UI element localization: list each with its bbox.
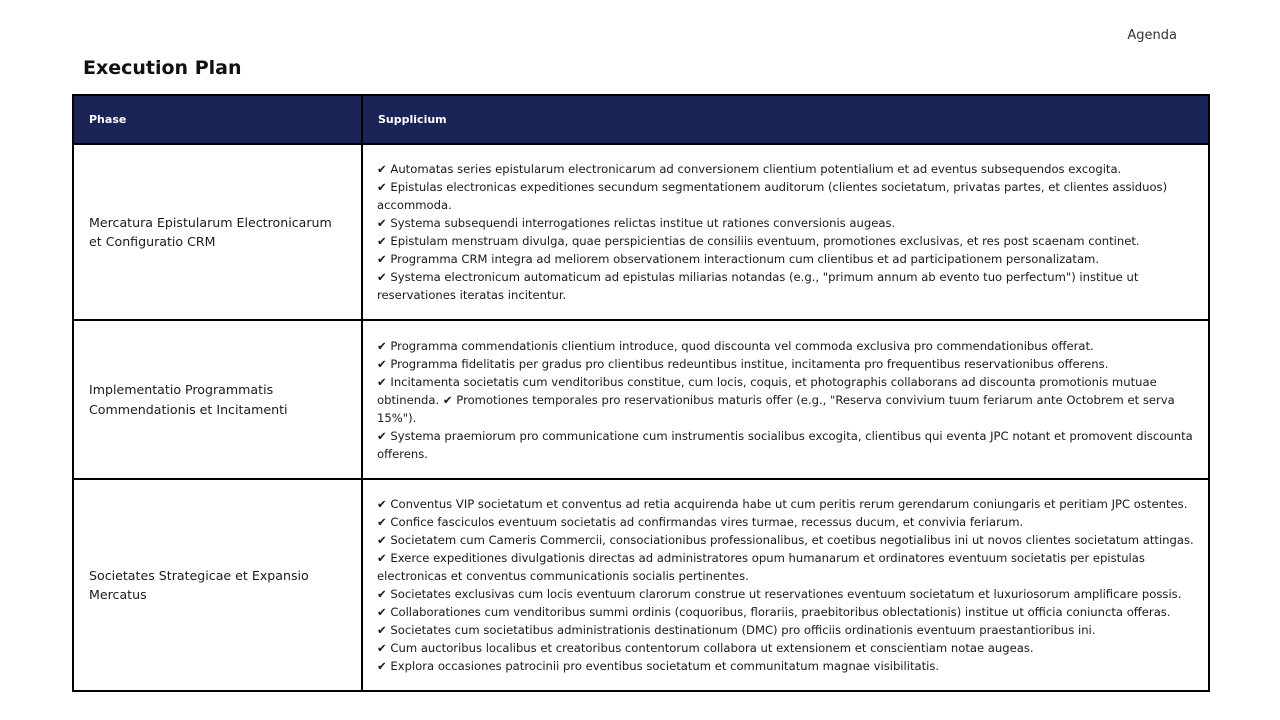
table-body (73, 144, 1209, 691)
execution-plan-table (72, 94, 1210, 692)
table-row (73, 320, 1209, 479)
table-row (73, 479, 1209, 691)
agenda-label: Agenda (1127, 28, 1177, 43)
table-header-row (73, 95, 1209, 144)
supplicium-cell: ✔ Conventus VIP societatum et conventus ad retia acquirenda habe ut cum peritis rerum gerendarum coniungaris et peritiam JPC ostentes. ✔ Confice fasciculos eventuum societatis ad confirmandas vires turmae, recessus ducum, et convivia feriarum. ✔ Societatem cum Cameris Commercii, consociationibus professionalibus, et coetibus negotialibus ini ut novos clientes societatum attingas. ✔ Exerce expeditiones divulgationis directas ad administratores opum humanarum et ordinatores eventuum societatis per epistulas electronicas et conventus communicationis socialis pertinentes. ✔ Societates exclusivas cum locis eventuum clarorum construe ut reservationes eventuum societatum et luxuriosorum amplificare possis. ✔ Collaborationes cum venditoribus summi ordinis (coquoribus, florariis, praebitoribus oblectationis) institue ut officia coniuncta offeras. ✔ Societates cum societatibus administrationis destinationum (DMC) pro officiis ordinationis eventuum praestantioribus ini. ✔ Cum auctoribus localibus et creatoribus contentorum collabora ut extensionem et conscientiam notae augeas. ✔ Explora occasiones patrocinii pro eventibus societatum et communitatum magnae visibilitatis. (362, 479, 1209, 691)
page-title: Execution Plan (83, 57, 242, 79)
table-header (73, 95, 1209, 144)
column-header-phase: Phase (73, 95, 362, 144)
phase-cell: Societates Strategicae et Expansio Mercatus (73, 479, 362, 691)
phase-cell: Implementatio Programmatis Commendationis et Incitamenti (73, 320, 362, 479)
supplicium-cell: ✔ Automatas series epistularum electronicarum ad conversionem clientium potentialium et ad eventus subsequendos excogita. ✔ Epistulas electronicas expeditiones secundum segmentationem auditorum (clientes societatum, privatas partes, et clientes assiduos) accommoda. ✔ Systema subsequendi interrogationes relictas institue ut rationes conversionis augeas. ✔ Epistulam menstruam divulga, quae perspicientias de consiliis eventuum, promotiones exclusivas, et res post scaenam continet. ✔ Programma CRM integra ad meliorem observationem interactionum cum clientibus et ad participationem personalizatam. ✔ Systema electronicum automaticum ad epistulas miliarias notandas (e.g., "primum annum ab evento tuo perfectum") institue ut reservationes iteratas incitentur. (362, 144, 1209, 320)
supplicium-cell: ✔ Programma commendationis clientium introduce, quod discounta vel commoda exclusiva pro commendationibus offerat. ✔ Programma fidelitatis per gradus pro clientibus redeuntibus institue, incitamenta pro frequentibus reservationibus offerens. ✔ Incitamenta societatis cum venditoribus constitue, cum locis, coquis, et photographis collaborans ad discounta promotionis mutuae obtinenda. ✔ Promotiones temporales pro reservationibus maturis offer (e.g., "Reserva convivium tuum feriarum ante Octobrem et serva 15%"). ✔ Systema praemiorum pro communicatione cum instrumentis socialibus excogita, clientibus qui eventa JPC notant et promovent discounta offerens. (362, 320, 1209, 479)
table-row (73, 144, 1209, 320)
phase-cell: Mercatura Epistularum Electronicarum et Configuratio CRM (73, 144, 362, 320)
column-header-supplicium: Supplicium (362, 95, 1209, 144)
